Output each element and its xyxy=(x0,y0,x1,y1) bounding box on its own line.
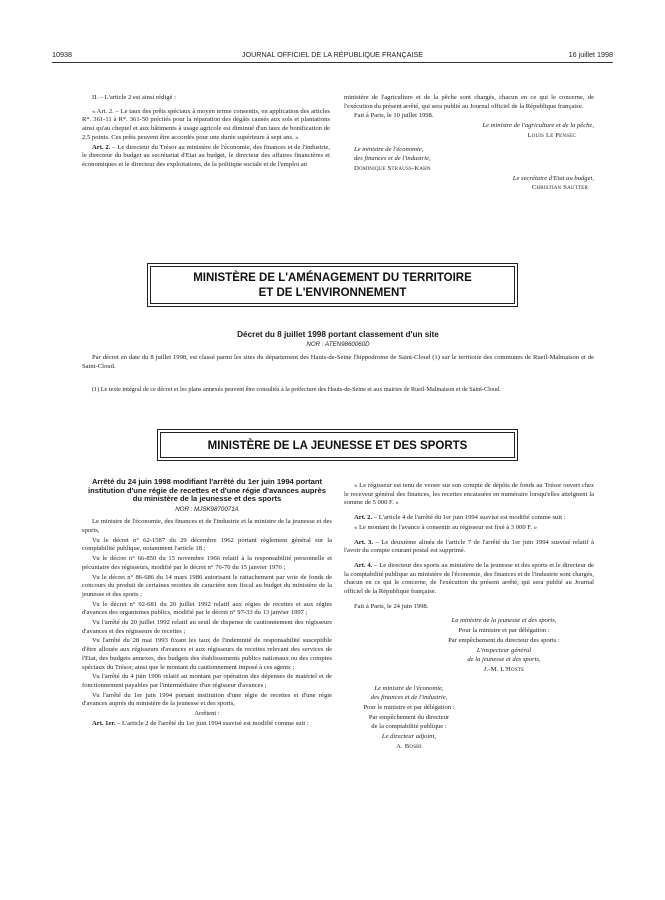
art4-label: Art. 4. xyxy=(354,561,373,569)
top-left-p2: « Art. 2. – Le taux des prêts spéciaux à moyen terme consentis, en application des articles R*. 361-11 à R*. 361-50 précités pour la réparation des dégâts causés aux sols et plantations ainsi qu'au cheptel et aux bâtiments à usage agricole est diminué d'un taux de bonification de 2,5 points. Ces prêts peuvent être accordés pour une durée supérieure à sept ans. » xyxy=(82,107,330,141)
sig1-role: Le ministre de l'agriculture et de la pêche, xyxy=(482,122,594,130)
decree-footnote: (1) Le texte intégral de ce décret et les plans annexés peuvent être consultés à la préfecture des Hauts-de-Seine et aux mairies de Rueil-Malmaison et de Saint-Cloud. xyxy=(92,386,501,393)
sig3-name: Christian Sautter xyxy=(531,184,588,192)
arrete-para-4: Vu le décret n° 92-681 du 20 juillet 1992 relatif aux régies de recettes et aux régies d'avances des organismes publics, modifié par le décret n° 97-33 du 13 janvier 1997 ; xyxy=(82,600,332,617)
header-rule xyxy=(52,62,613,63)
art2-label: Art. 2. xyxy=(354,514,373,522)
art2 xyxy=(344,514,594,523)
sig2-name: Dominique Strauss-Kahn xyxy=(354,164,431,172)
sigA-l1: La ministre de la jeunesse et des sports, xyxy=(451,617,557,625)
art1 xyxy=(82,720,332,729)
arrete-para-8: Vu l'arrêté du 1er juin 1994 portant institution d'une régie de recettes et d'une régie d'avances auprès du ministère de la jeunesse et des sports, xyxy=(82,691,332,708)
m2-right-p1: « Le régisseur est tenu de verser sur son compte de dépôts de fonds au Trésor ouvert chez le receveur général des finances, les recettes encaissées en numéraire lorsqu'elles atteignent la somme de 5 000 F. » xyxy=(344,482,594,507)
decree-title: Décret du 8 juillet 1998 portant classement d'un site xyxy=(237,330,439,339)
arrete-title: Arrêté du 24 juin 1998 modifiant l'arrêté du 1er juin 1994 portant institution d'une régie de recettes et d'une régie d'avances auprès du ministère de la jeunesse et des sports xyxy=(88,477,326,504)
ministry-jeunesse-heading xyxy=(160,432,515,458)
art1-text: – L'article 2 de l'arrêté du 1er juin 1994 susvisé est modifié comme suit : xyxy=(115,719,309,727)
decree-body: Par décret en date du 8 juillet 1998, est classé parmi les sites du département des Hauts-de-Seine l'hippodrome de Saint-Cloud (1) sur le territoire des communes de Rueil-Malmaison et de Saint-Cloud. xyxy=(82,354,594,370)
top-left-p3 xyxy=(82,144,330,170)
sigB-l5: de la comptabilité publique : xyxy=(371,723,447,731)
decree-nor: NOR : ATEN9860060D xyxy=(306,341,370,348)
arrete-para-2: Vu le décret n° 66-850 du 15 novembre 1966 relatif à la responsabilité personnelle et pécuniaire des régisseurs, modifié par le décret n° 76-70 du 15 janvier 1976 ; xyxy=(82,555,332,571)
art2-quote: « Le montant de l'avance à consentir au régisseur est fixé à 3 000 F. » xyxy=(354,523,538,531)
sig2-role-b: des finances et de l'industrie, xyxy=(354,155,431,163)
m2-left-column xyxy=(82,478,332,730)
sigB-l1: Le ministre de l'économie, xyxy=(374,684,444,692)
sigA-l2: Pour la ministre et par délégation : xyxy=(458,627,550,635)
sigB-name: A. Boshi xyxy=(396,742,422,750)
ministry-amenagement-heading xyxy=(150,266,515,304)
top-right-p1: ministère de l'agriculture et de la pêche sont chargés, chacun en ce qui le concerne, de l'exécution du présent arrêté, qui sera publié au Journal officiel de la République française. xyxy=(344,94,594,110)
art1-label: Art. 1er. xyxy=(92,719,116,727)
sigB-l4: Par empêchement du directeur xyxy=(368,713,450,721)
top-left-p3-text: – Le directeur du Trésor au ministère de l'économie, des finances et de l'industrie, le directeur du budget au secrétariat d'Etat au budget, le directeur des affaires financières et économiques et le directeur des exploitations, de la politique sociale et de l'emploi au xyxy=(82,143,330,168)
arrete-para-6: Vu l'arrêté du 28 mai 1993 fixant les taux de l'indemnité de responsabilité susceptible d'être allouée aux régisseurs d'avances et aux régisseurs de recettes relevant des services de l'Etat, des budgets annexes, des budgets des établissements publics nationaux ou des comptes spéciaux du Trésor, ainsi que le montant du cautionnement imposé à ces agents ; xyxy=(82,637,332,671)
art3-text: – Le deuxième alinéa de l'article 7 de l'arrêté du 1er juin 1994 susvisé relatif à l'avoir du compte courant postal est supprimé. xyxy=(344,538,594,555)
ministry-amenagement-line1: MINISTÈRE DE L'AMÉNAGEMENT DU TERRITOIRE xyxy=(193,272,472,284)
top-left-p1: II. – L'article 2 est ainsi rédigé : xyxy=(92,94,176,101)
art3 xyxy=(344,539,594,556)
sigA-l5: de la jeunesse et des sports, xyxy=(467,656,541,664)
sig3-role: Le secrétaire d'Etat au budget, xyxy=(512,174,594,182)
sigA-l3: Par empêchement du directeur des sports : xyxy=(448,636,560,644)
m2-right-column xyxy=(344,482,594,753)
sigB-l3: Pour le ministre et par délégation : xyxy=(363,704,455,712)
top-right-fait: Fait à Paris, le 10 juillet 1998. xyxy=(354,112,434,120)
signature-economie xyxy=(344,685,474,752)
art4 xyxy=(344,562,594,597)
m2-fait: Fait à Paris, le 24 juin 1998. xyxy=(354,602,429,610)
ministry-jeunesse-title: MINISTÈRE DE LA JEUNESSE ET DES SPORTS xyxy=(207,440,468,452)
journal-title: JOURNAL OFFICIEL DE LA RÉPUBLIQUE FRANÇAISE xyxy=(241,50,424,59)
top-left-column xyxy=(82,94,330,171)
art-label: Art. 2. xyxy=(92,143,111,151)
sig2-role-a: Le ministre de l'économie, xyxy=(354,145,424,153)
sigA-l4: L'inspecteur général xyxy=(476,646,532,654)
page-date: 16 juillet 1998 xyxy=(568,50,613,59)
arrete-para-7: Vu l'arrêté du 4 juin 1996 relatif au montant par opération des dépenses de matériel et de fonctionnement payables par l'intermédiaire d'un régisseur d'avances ; xyxy=(82,673,332,689)
sigB-l6: Le directeur adjoint, xyxy=(381,733,437,741)
arrete-nor: NOR : MJSK9870071A xyxy=(175,506,239,514)
arrete-para-1: Vu le décret n° 62-1587 du 29 décembre 1962 portant règlement général sur la comptabilité publique, notamment l'article 18 ; xyxy=(82,536,332,553)
arrete-para-5: Vu l'arrêté du 20 juillet 1992 relatif au seuil de dispense de cautionnement des régisseurs d'avances et des régisseurs de recettes ; xyxy=(82,619,332,635)
art3-label: Art. 3. xyxy=(354,538,373,546)
arretent: Arrêtent : xyxy=(194,710,220,718)
signature-jeunesse xyxy=(414,617,594,674)
art4-text: – Le directeur des sports au ministère de la jeunesse et des sports et le directeur de la comptabilité publique au ministère de l'économie, des finances et de l'industrie sont chargés, chacun en ce qui le concerne, de l'exécution du présent arrêté, qui sera publié au Journal officiel de la République française. xyxy=(344,561,594,596)
top-right-column xyxy=(344,94,594,194)
ministry-amenagement-line2: ET DE L'ENVIRONNEMENT xyxy=(258,286,407,299)
art2-text: – L'article 4 de l'arrêté du 1er juin 1994 susvisé est modifié comme suit : xyxy=(372,514,566,522)
arrete-para-3: Vu le décret n° 86-686 du 14 mars 1986 autorisant le rattachement par voie de fonds de concours du produit de certaines recettes de caractère non fiscal au budget du ministère de la jeunesse et des sports ; xyxy=(82,573,332,598)
arrete-para-0: Le ministre de l'économie, des finances et de l'industrie et la ministre de la jeunesse et des sports, xyxy=(82,518,332,535)
sig1-name: Louis Le Pensec xyxy=(527,131,576,139)
page-number: 10938 xyxy=(52,50,72,59)
sigB-l2: des finances et de l'industrie, xyxy=(370,694,448,702)
sigA-name: J.-M. L'Hoste xyxy=(483,665,525,673)
